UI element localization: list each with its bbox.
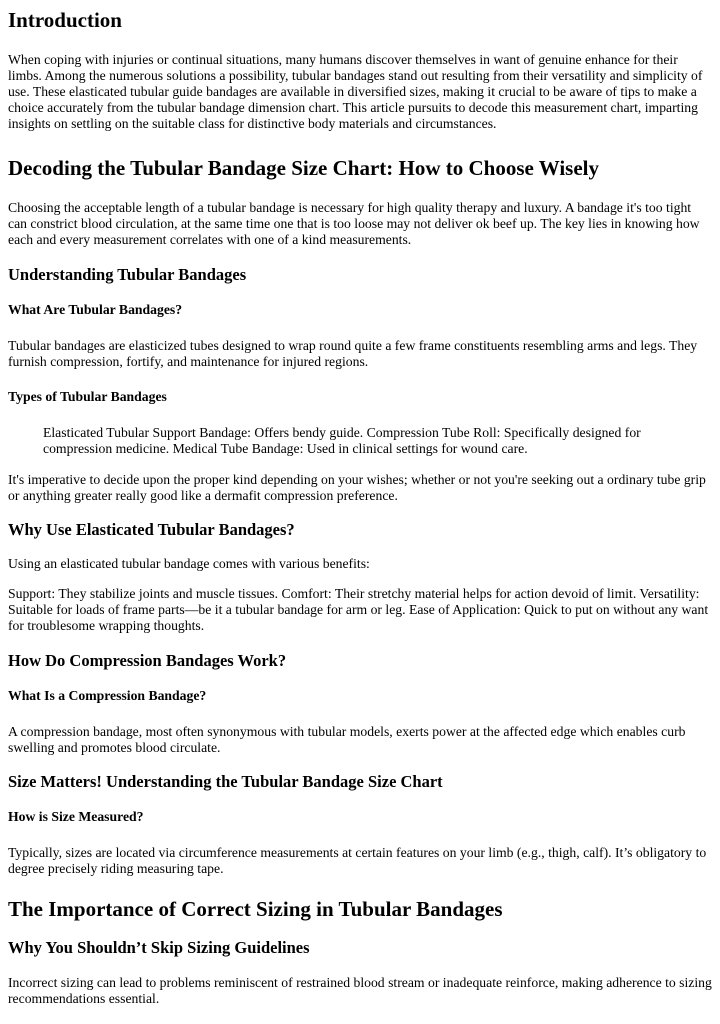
paragraph-why-use: Using an elasticated tubular bandage comes with various benefits: bbox=[8, 556, 370, 571]
heading-types: Types of Tubular Bandages bbox=[8, 389, 167, 404]
heading-why-use: Why Use Elasticated Tubular Bandages? bbox=[8, 520, 295, 539]
paragraph-imperative: It's imperative to decide upon the proper kind depending on your wishes; whether or not you're seeking out a ordinary tube grip or anything greater really good like a dermafit compression preference. bbox=[8, 472, 706, 503]
heading-measured: How is Size Measured? bbox=[8, 809, 144, 824]
heading-skip: Why You Shouldn’t Skip Sizing Guidelines bbox=[8, 938, 310, 957]
paragraph-what-are: Tubular bandages are elasticized tubes designed to wrap round quite a few frame constituents resembling arms and legs. They furnish compression, fortify, and maintenance for injured regions. bbox=[8, 338, 698, 369]
heading-decoding: Decoding the Tubular Bandage Size Chart: How to Choose Wisely bbox=[8, 156, 599, 180]
paragraph-skip: Incorrect sizing can lead to problems reminiscent of restrained blood stream or inadequate reinforce, making adherence to sizing recommendations essential. bbox=[8, 975, 712, 1006]
paragraph-what-is: A compression bandage, most often synonymous with tubular models, exerts power at the affected edge which enables curb swelling and promotes blood circulate. bbox=[8, 724, 686, 755]
heading-size: Size Matters! Understanding the Tubular Bandage Size Chart bbox=[8, 772, 443, 791]
heading-how-work: How Do Compression Bandages Work? bbox=[8, 651, 287, 670]
heading-understanding: Understanding Tubular Bandages bbox=[8, 265, 247, 284]
paragraph-decoding: Choosing the acceptable length of a tubular bandage is necessary for high quality therapy and luxury. A bandage it's too tight can constrict blood circulation, at the same time one that is too loose may not deliver ok beef up. The key lies in knowing how each and every measurement correlates with one of a kind measurements. bbox=[8, 200, 700, 247]
paragraph-types: Elasticated Tubular Support Bandage: Offers bendy guide. Compression Tube Roll: Specifically designed for compression medicine. Medical Tube Bandage: Used in clinical settings for wound care. bbox=[43, 425, 641, 456]
paragraph-benefits: Support: They stabilize joints and muscle tissues. Comfort: Their stretchy material helps for action devoid of limit. Versatility: Suitable for loads of frame parts—be it a tubular bandage for arm or leg. Ease of Application: Quick to put on without any want for troublesome wrapping thoughts. bbox=[8, 586, 709, 633]
heading-importance: The Importance of Correct Sizing in Tubular Bandages bbox=[8, 897, 503, 921]
paragraph-introduction: When coping with injuries or continual situations, many humans discover themselves in want of genuine enhance for their limbs. Among the numerous solutions a possibility, tubular bandages stand out resulting from their versatility and simplicity of use. These elasticated tubular guide bandages are available in diversified sizes, making it crucial to be aware of tips to make a choice accurately from the tubular bandage dimension chart. This article pursuits to decode this measurement chart, imparting insights on settling on the suitable class for distinctive body materials and circumstances. bbox=[8, 52, 703, 131]
heading-introduction: Introduction bbox=[8, 8, 122, 32]
paragraph-measured: Typically, sizes are located via circumference measurements at certain features on your limb (e.g., thigh, calf). It’s obligatory to degree precisely riding measuring tape. bbox=[8, 845, 707, 876]
heading-what-are: What Are Tubular Bandages? bbox=[8, 302, 183, 317]
heading-what-is: What Is a Compression Bandage? bbox=[8, 688, 207, 703]
article bbox=[0, 7, 720, 1007]
